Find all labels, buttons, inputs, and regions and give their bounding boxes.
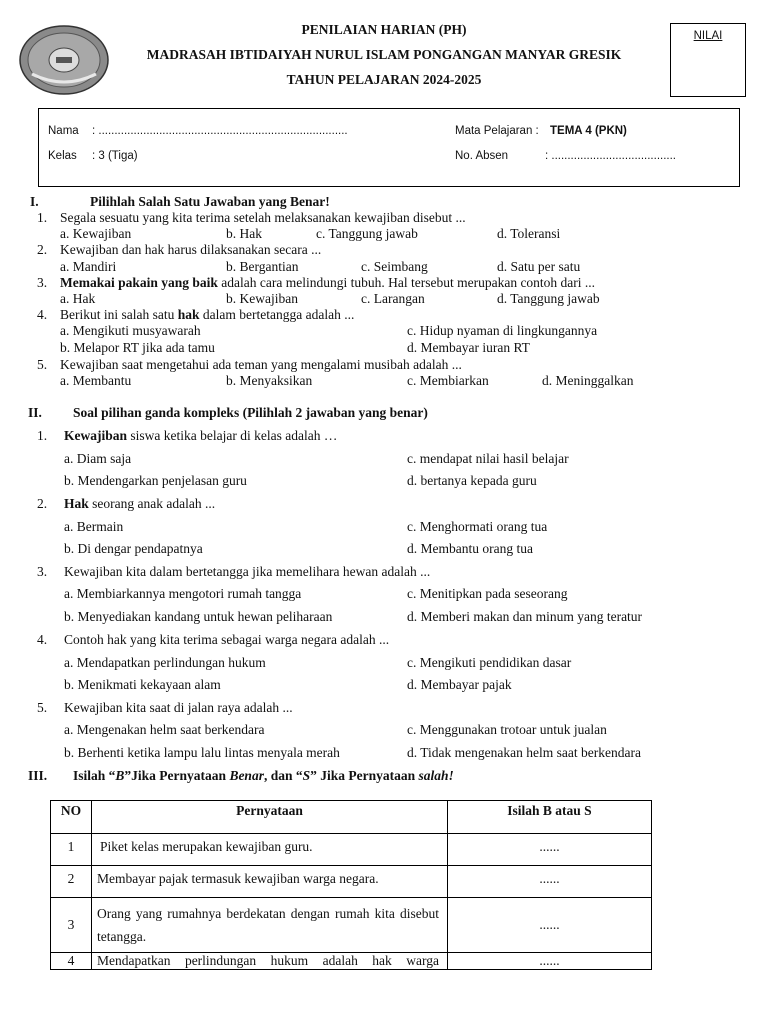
- option-a[interactable]: a. Membantu: [60, 373, 132, 388]
- option-a[interactable]: a. Mengikuti musyawarah: [60, 323, 201, 338]
- option-c[interactable]: c. Larangan: [361, 291, 425, 306]
- option-d[interactable]: d. Tanggung jawab: [497, 291, 600, 306]
- option-d[interactable]: d. Membayar iuran RT: [407, 340, 530, 355]
- answer-field[interactable]: ......: [448, 898, 652, 953]
- option-b[interactable]: b. Mendengarkan penjelasan guru: [64, 473, 247, 488]
- question-number: 4.: [37, 307, 48, 322]
- row-number: 1: [51, 834, 92, 866]
- option-a[interactable]: a. Hak: [60, 291, 96, 306]
- section-1-number: I.: [30, 194, 39, 209]
- question-text: Berikut ini salah satu hak dalam bertetangga adalah ...: [60, 307, 355, 322]
- statement-cell: Orang yang rumahnya berdekatan dengan rumah kita disebut tetangga.: [92, 898, 448, 953]
- class-field[interactable]: : 3 (Tiga): [92, 150, 138, 162]
- option-b[interactable]: b. Menikmati kekayaan alam: [64, 677, 221, 692]
- option-d[interactable]: d. Tidak mengenakan helm saat berkendara: [407, 745, 641, 760]
- exam-title: PENILAIAN HARIAN (PH): [301, 22, 467, 37]
- academic-year: TAHUN PELAJARAN 2024-2025: [286, 72, 482, 87]
- option-c[interactable]: c. Membiarkan: [407, 373, 489, 388]
- option-d[interactable]: d. Toleransi: [497, 226, 561, 241]
- subject-label: Mata Pelajaran :: [455, 125, 539, 137]
- class-label: Kelas: [48, 150, 77, 162]
- option-c[interactable]: c. Menggunakan trotoar untuk jualan: [407, 722, 607, 737]
- section-3-number: III.: [28, 768, 48, 783]
- question-number: 4.: [37, 632, 48, 647]
- option-c[interactable]: c. Seimbang: [361, 259, 428, 274]
- absence-number-field[interactable]: : .......................................: [545, 150, 676, 162]
- option-d[interactable]: d. bertanya kepada guru: [407, 473, 537, 488]
- option-c[interactable]: c. Tanggung jawab: [316, 226, 418, 241]
- question-text: Memakai pakain yang baik adalah cara melindungi tubuh. Hal tersebut merupakan contoh dari ...: [60, 275, 596, 290]
- option-b[interactable]: b. Melapor RT jika ada tamu: [60, 340, 215, 355]
- identity-box: [38, 108, 740, 187]
- option-a[interactable]: a. Bermain: [64, 519, 124, 534]
- absence-number-label: No. Absen: [455, 150, 509, 162]
- statement-table: [50, 800, 652, 970]
- score-label: NILAI: [693, 30, 723, 42]
- option-c[interactable]: c. Menghormati orang tua: [407, 519, 548, 534]
- question-number: 5.: [37, 357, 48, 372]
- row-number: 3: [51, 898, 92, 953]
- option-c[interactable]: c. Mengikuti pendidikan dasar: [407, 655, 572, 670]
- question-text: Kewajiban kita saat di jalan raya adalah ...: [64, 700, 293, 715]
- row-number: 2: [51, 866, 92, 898]
- school-logo: [18, 24, 110, 96]
- option-d[interactable]: d. Meninggalkan: [542, 373, 634, 388]
- question-number: 2.: [37, 242, 48, 257]
- row-number: 4: [51, 953, 92, 970]
- option-b[interactable]: b. Hak: [226, 226, 262, 241]
- question-number: 3.: [37, 275, 48, 290]
- table-header-row: [51, 801, 652, 834]
- section-2-number: II.: [28, 405, 42, 420]
- option-a[interactable]: a. Diam saja: [64, 451, 132, 466]
- name-field[interactable]: : ..............................................................................: [92, 125, 348, 137]
- school-name: MADRASAH IBTIDAIYAH NURUL ISLAM PONGANGAN MANYAR GRESIK: [146, 47, 622, 62]
- question-text: Kewajiban saat mengetahui ada teman yang mengalami musibah adalah ...: [60, 357, 462, 372]
- answer-field[interactable]: ......: [448, 953, 652, 970]
- option-c[interactable]: c. Menitipkan pada seseorang: [407, 586, 568, 601]
- question-text: Kewajiban dan hak harus dilaksanakan secara ...: [60, 242, 322, 257]
- question-text: Kewajiban kita dalam bertetangga jika memelihara hewan adalah ...: [64, 564, 431, 579]
- question-number: 2.: [37, 496, 48, 511]
- question-number: 1.: [37, 428, 48, 443]
- question-text: Kewajiban siswa ketika belajar di kelas adalah …: [64, 428, 338, 443]
- option-b[interactable]: b. Menyediakan kandang untuk hewan peliharaan: [64, 609, 333, 624]
- option-a[interactable]: a. Mengenakan helm saat berkendara: [64, 722, 265, 737]
- question-number: 3.: [37, 564, 48, 579]
- option-c[interactable]: c. Hidup nyaman di lingkungannya: [407, 323, 598, 338]
- subject-value: TEMA 4 (PKN): [550, 125, 627, 137]
- answer-field[interactable]: ......: [448, 834, 652, 866]
- option-b[interactable]: b. Berhenti ketika lampu lalu lintas menyala merah: [64, 745, 340, 760]
- column-header-no: NO: [51, 801, 92, 834]
- option-d[interactable]: d. Satu per satu: [497, 259, 581, 274]
- table-row: [51, 866, 652, 898]
- question-text: Hak seorang anak adalah ...: [64, 496, 216, 511]
- option-c[interactable]: c. mendapat nilai hasil belajar: [407, 451, 569, 466]
- statement-cell: Piket kelas merupakan kewajiban guru.: [92, 834, 448, 866]
- section-2-heading: Soal pilihan ganda kompleks (Pilihlah 2 jawaban yang benar): [73, 405, 428, 420]
- table-row: [51, 898, 652, 953]
- option-d[interactable]: d. Memberi makan dan minum yang teratur: [407, 609, 643, 624]
- question-number: 1.: [37, 210, 48, 225]
- column-header-answer: Isilah B atau S: [448, 801, 652, 834]
- statement-cell: Membayar pajak termasuk kewajiban warga negara.: [92, 866, 448, 898]
- option-b[interactable]: b. Menyaksikan: [226, 373, 313, 388]
- option-b[interactable]: b. Di dengar pendapatnya: [64, 541, 203, 556]
- section-1-heading: Pilihlah Salah Satu Jawaban yang Benar!: [90, 194, 330, 209]
- score-box[interactable]: [670, 23, 746, 97]
- table-row: [51, 953, 652, 970]
- option-d[interactable]: d. Membayar pajak: [407, 677, 512, 692]
- option-b[interactable]: b. Bergantian: [226, 259, 299, 274]
- section-3-heading: Isilah “B”Jika Pernyataan Benar, dan “S” Jika Pernyataan salah!: [73, 768, 454, 783]
- option-b[interactable]: b. Kewajiban: [226, 291, 298, 306]
- option-a[interactable]: a. Membiarkannya mengotori rumah tangga: [64, 586, 302, 601]
- option-a[interactable]: a. Kewajiban: [60, 226, 132, 241]
- table-row: [51, 834, 652, 866]
- option-a[interactable]: a. Mandiri: [60, 259, 117, 274]
- statement-cell: Mendapatkan perlindungan hukum adalah hak warga: [92, 953, 448, 970]
- name-label: Nama: [48, 125, 79, 137]
- question-number: 5.: [37, 700, 48, 715]
- question-text: Segala sesuatu yang kita terima setelah melaksanakan kewajiban disebut ...: [60, 210, 466, 225]
- question-text: Contoh hak yang kita terima sebagai warga negara adalah ...: [64, 632, 390, 647]
- column-header-statement: Pernyataan: [92, 801, 448, 834]
- option-d[interactable]: d. Membantu orang tua: [407, 541, 533, 556]
- option-a[interactable]: a. Mendapatkan perlindungan hukum: [64, 655, 266, 670]
- answer-field[interactable]: ......: [448, 866, 652, 898]
